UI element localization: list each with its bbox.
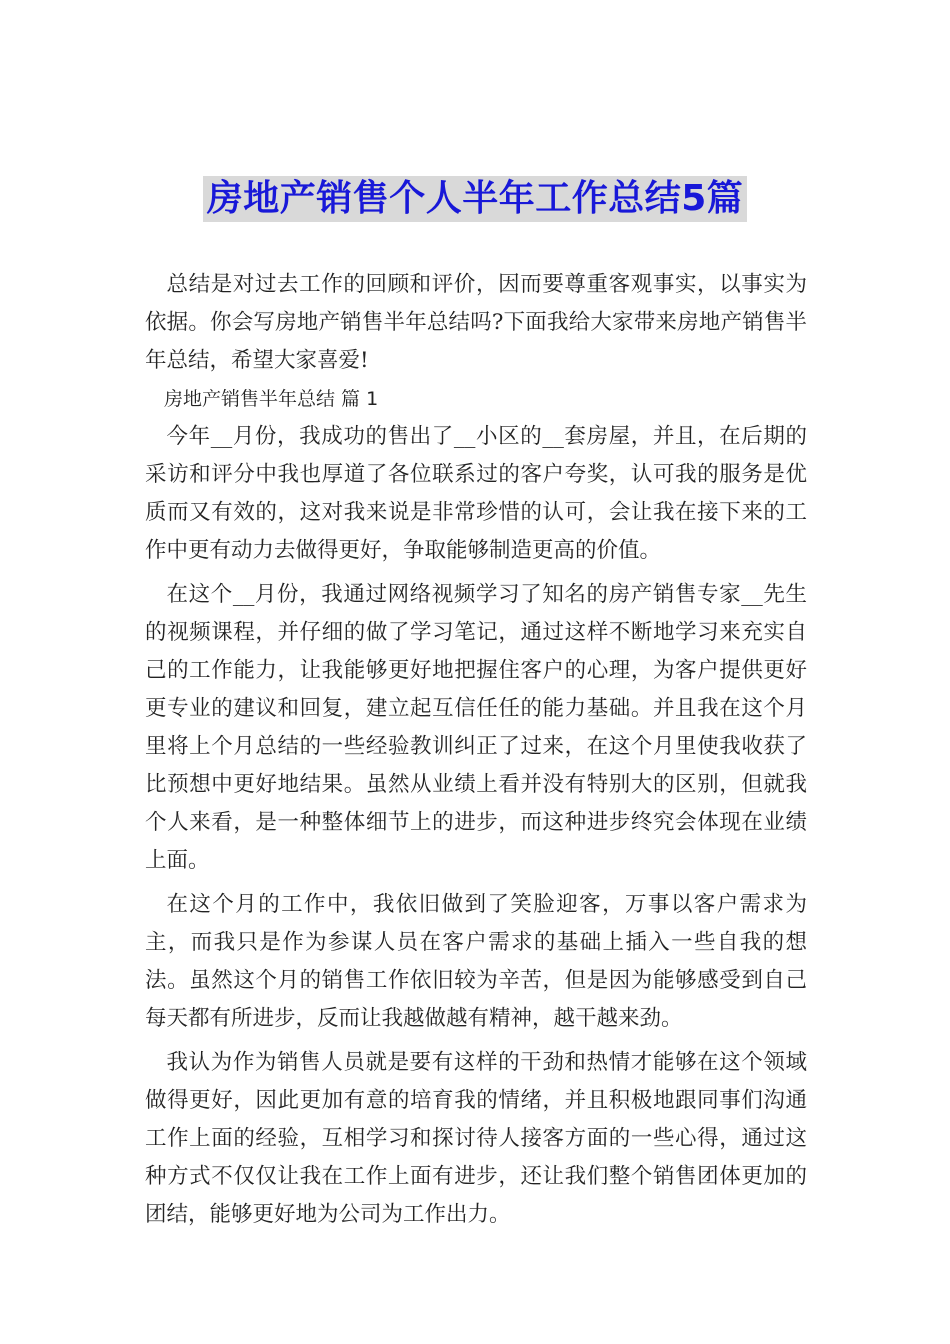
section-heading: 房地产销售半年总结 篇 1: [164, 388, 379, 410]
body-paragraph: 在这个月的工作中，我依旧做到了笑脸迎客，万事以客户需求为主，而我只是作为参谋人员在客户需求的基础上插入一些自我的想法。虽然这个月的销售工作依旧较为辛苦，但是因为能够感受到自己每天都有所进步，反而让我越做越有精神，越干越来劲。: [145, 892, 807, 1031]
document-title: 房地产销售个人半年工作总结5篇: [203, 176, 748, 222]
body-paragraph: 我认为作为销售人员就是要有这样的干劲和热情才能够在这个领域做得更好，因此更加有意的培育我的情绪，并且积极地跟同事们沟通工作上面的经验，互相学习和探讨待人接客方面的一些心得，通过这种方式不仅仅让我在工作上面有进步，还让我们整个销售团体更加的团结，能够更好地为公司为工作出力。: [145, 1050, 807, 1227]
intro-paragraph: 总结是对过去工作的回顾和评价，因而要尊重客观事实，以事实为依据。你会写房地产销售半年总结吗?下面我给大家带来房地产销售半年总结，希望大家喜爱!: [145, 272, 807, 373]
title-container: [0, 176, 950, 222]
body-paragraph: 在这个__月份，我通过网络视频学习了知名的房产销售专家__先生的视频课程，并仔细的做了学习笔记，通过这样不断地学习来充实自己的工作能力，让我能够更好地把握住客户的心理，为客户提供更好更专业的建议和回复，建立起互信任任的能力基础。并且我在这个月里将上个月总结的一些经验教训纠正了过来，在这个月里使我收获了比预想中更好地结果。虽然从业绩上看并没有特别大的区别，但就我个人来看，是一种整体细节上的进步，而这种进步终究会体现在业绩上面。: [145, 582, 807, 873]
document-body: [145, 266, 807, 1240]
body-paragraph: 今年__月份，我成功的售出了__小区的__套房屋，并且，在后期的采访和评分中我也厚道了各位联系过的客户夸奖，认可我的服务是优质而又有效的，这对我来说是非常珍惜的认可，会让我在接下来的工作中更有动力去做得更好，争取能够制造更高的价值。: [145, 424, 807, 563]
